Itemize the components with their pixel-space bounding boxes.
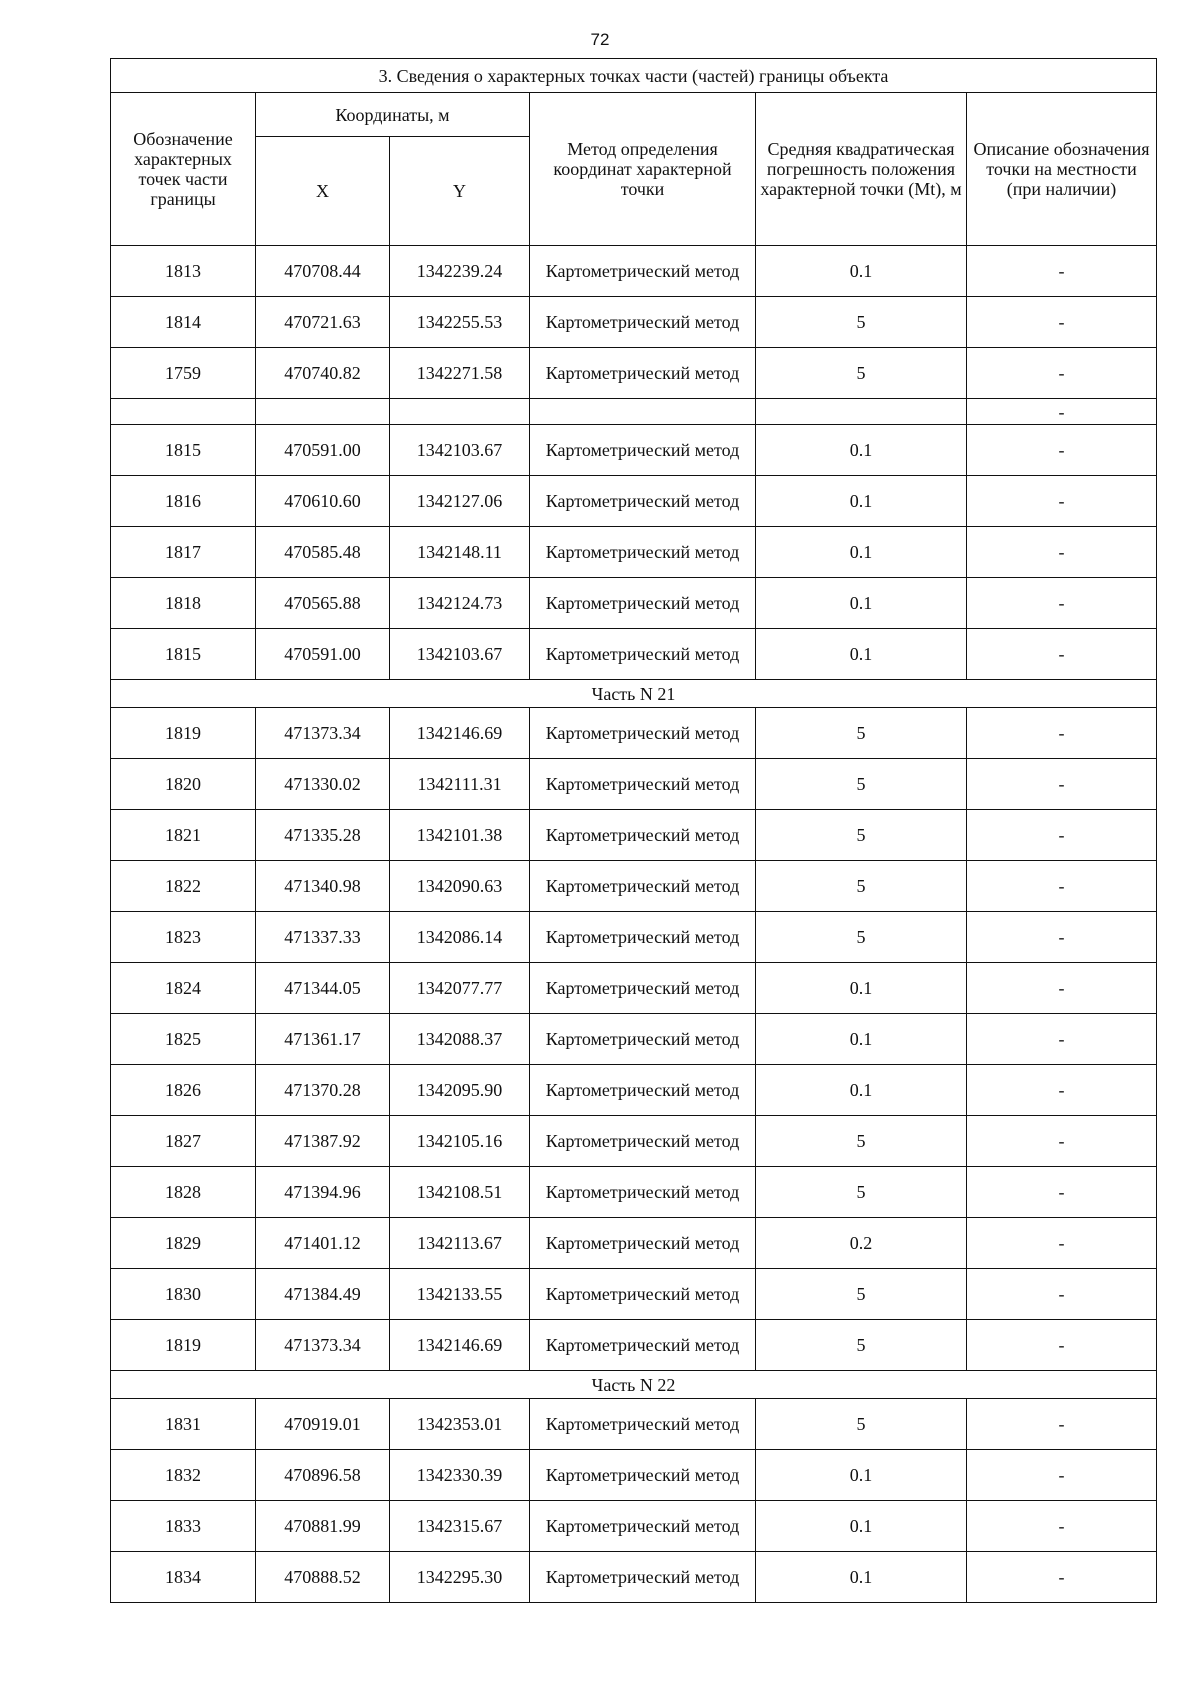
cell-y: 1342088.37 (390, 1014, 530, 1065)
cell-description: - (967, 629, 1157, 680)
cell-point: 1817 (111, 527, 256, 578)
cell-x: 470896.58 (256, 1450, 390, 1501)
cell-x: 471401.12 (256, 1218, 390, 1269)
cell-point: 1826 (111, 1065, 256, 1116)
cell-error: 0.1 (756, 1065, 967, 1116)
cell-y: 1342095.90 (390, 1065, 530, 1116)
cell-x: 470591.00 (256, 425, 390, 476)
cell-x: 471344.05 (256, 963, 390, 1014)
header-method: Метод определения координат характерной точки (530, 93, 756, 246)
cell-point: 1831 (111, 1399, 256, 1450)
cell-method: Картометрический метод (530, 527, 756, 578)
cell-description: - (967, 1399, 1157, 1450)
cell-error: 5 (756, 1399, 967, 1450)
cell-method: Картометрический метод (530, 912, 756, 963)
cell-x: 470565.88 (256, 578, 390, 629)
cell-x: 470881.99 (256, 1501, 390, 1552)
cell-y (390, 399, 530, 425)
cell-x: 471394.96 (256, 1167, 390, 1218)
header-coords: Координаты, м (256, 93, 530, 137)
part-header-row (111, 680, 1157, 708)
cell-x: 470888.52 (256, 1552, 390, 1603)
cell-description: - (967, 476, 1157, 527)
cell-x: 471340.98 (256, 861, 390, 912)
cell-y: 1342353.01 (390, 1399, 530, 1450)
cell-error: 5 (756, 1269, 967, 1320)
cell-description: - (967, 246, 1157, 297)
cell-method: Картометрический метод (530, 759, 756, 810)
cell-error: 0.1 (756, 425, 967, 476)
cell-point: 1759 (111, 348, 256, 399)
table-row (111, 1218, 1157, 1269)
table-row (111, 629, 1157, 680)
header-error: Средняя квадратическая погрешность положения характерной точки (Mt), м (756, 93, 967, 246)
table-row (111, 1116, 1157, 1167)
table-row (111, 476, 1157, 527)
cell-description: - (967, 810, 1157, 861)
header-x: X (256, 137, 390, 246)
table-row (111, 861, 1157, 912)
table-row (111, 578, 1157, 629)
table-row (111, 297, 1157, 348)
table-row (111, 1399, 1157, 1450)
cell-y: 1342271.58 (390, 348, 530, 399)
table-row (111, 912, 1157, 963)
table-row (111, 1450, 1157, 1501)
cell-point: 1830 (111, 1269, 256, 1320)
cell-error: 0.1 (756, 527, 967, 578)
cell-description: - (967, 297, 1157, 348)
cell-method: Картометрический метод (530, 1399, 756, 1450)
page-number: 72 (590, 30, 610, 49)
part-header-row (111, 1371, 1157, 1399)
cell-y: 1342103.67 (390, 425, 530, 476)
cell-description: - (967, 759, 1157, 810)
header-point: Обозначение характерных точек части границы (111, 93, 256, 246)
cell-point: 1814 (111, 297, 256, 348)
cell-error: 5 (756, 708, 967, 759)
cell-method: Картометрический метод (530, 578, 756, 629)
cell-point: 1819 (111, 1320, 256, 1371)
cell-y: 1342086.14 (390, 912, 530, 963)
cell-method: Картометрический метод (530, 963, 756, 1014)
cell-y: 1342255.53 (390, 297, 530, 348)
cell-error: 5 (756, 297, 967, 348)
cell-description: - (967, 1065, 1157, 1116)
cell-point: 1832 (111, 1450, 256, 1501)
cell-description: - (967, 578, 1157, 629)
cell-x (256, 399, 390, 425)
cell-point: 1825 (111, 1014, 256, 1065)
cell-method (530, 399, 756, 425)
cell-x: 471337.33 (256, 912, 390, 963)
cell-error: 0.1 (756, 246, 967, 297)
cell-error: 0.1 (756, 1014, 967, 1065)
cell-x: 471387.92 (256, 1116, 390, 1167)
cell-method: Картометрический метод (530, 1116, 756, 1167)
cell-x: 471330.02 (256, 759, 390, 810)
table-title: 3. Сведения о характерных точках части (частей) границы объекта (111, 59, 1157, 93)
part-label: Часть N 22 (111, 1371, 1157, 1399)
cell-error: 0.2 (756, 1218, 967, 1269)
cell-point: 1829 (111, 1218, 256, 1269)
cell-method: Картометрический метод (530, 629, 756, 680)
cell-method: Картометрический метод (530, 246, 756, 297)
table-row (111, 399, 1157, 425)
cell-description: - (967, 1450, 1157, 1501)
part-label: Часть N 21 (111, 680, 1157, 708)
cell-x: 470740.82 (256, 348, 390, 399)
cell-error: 0.1 (756, 1552, 967, 1603)
cell-x: 470708.44 (256, 246, 390, 297)
cell-point: 1823 (111, 912, 256, 963)
cell-method: Картометрический метод (530, 1552, 756, 1603)
table-row (111, 810, 1157, 861)
cell-error: 5 (756, 810, 967, 861)
cell-method: Картометрический метод (530, 1065, 756, 1116)
cell-error: 0.1 (756, 963, 967, 1014)
cell-description: - (967, 348, 1157, 399)
cell-x: 471373.34 (256, 708, 390, 759)
cell-error: 0.1 (756, 476, 967, 527)
cell-x: 470610.60 (256, 476, 390, 527)
cell-y: 1342148.11 (390, 527, 530, 578)
cell-y: 1342133.55 (390, 1269, 530, 1320)
cell-error: 0.1 (756, 1450, 967, 1501)
cell-y: 1342103.67 (390, 629, 530, 680)
cell-description: - (967, 1218, 1157, 1269)
cell-method: Картометрический метод (530, 297, 756, 348)
cell-x: 471370.28 (256, 1065, 390, 1116)
cell-y: 1342127.06 (390, 476, 530, 527)
cell-description: - (967, 399, 1157, 425)
cell-description: - (967, 1116, 1157, 1167)
cell-error: 5 (756, 1167, 967, 1218)
header-description: Описание обозначения точки на местности (при наличии) (967, 93, 1157, 246)
cell-description: - (967, 1320, 1157, 1371)
table-row (111, 246, 1157, 297)
cell-description: - (967, 1501, 1157, 1552)
cell-point: 1820 (111, 759, 256, 810)
cell-description: - (967, 708, 1157, 759)
cell-method: Картометрический метод (530, 348, 756, 399)
cell-point: 1822 (111, 861, 256, 912)
cell-x: 470585.48 (256, 527, 390, 578)
cell-error: 5 (756, 348, 967, 399)
cell-x: 471373.34 (256, 1320, 390, 1371)
cell-method: Картометрический метод (530, 476, 756, 527)
table-row (111, 527, 1157, 578)
cell-method: Картометрический метод (530, 1501, 756, 1552)
cell-point: 1819 (111, 708, 256, 759)
cell-point: 1815 (111, 425, 256, 476)
cell-error: 0.1 (756, 578, 967, 629)
boundary-points-table (110, 58, 1157, 1603)
cell-method: Картометрический метод (530, 810, 756, 861)
cell-point: 1816 (111, 476, 256, 527)
cell-error: 5 (756, 759, 967, 810)
cell-point: 1821 (111, 810, 256, 861)
table-row (111, 1552, 1157, 1603)
cell-point: 1813 (111, 246, 256, 297)
cell-point (111, 399, 256, 425)
cell-y: 1342315.67 (390, 1501, 530, 1552)
cell-method: Картометрический метод (530, 1320, 756, 1371)
cell-y: 1342239.24 (390, 246, 530, 297)
cell-error: 5 (756, 1116, 967, 1167)
cell-x: 471335.28 (256, 810, 390, 861)
cell-point: 1824 (111, 963, 256, 1014)
table-row (111, 1501, 1157, 1552)
table-row (111, 1269, 1157, 1320)
cell-method: Картометрический метод (530, 425, 756, 476)
cell-x: 470591.00 (256, 629, 390, 680)
table-row (111, 963, 1157, 1014)
table-row (111, 1014, 1157, 1065)
cell-y: 1342090.63 (390, 861, 530, 912)
cell-y: 1342077.77 (390, 963, 530, 1014)
cell-description: - (967, 861, 1157, 912)
cell-error: 0.1 (756, 629, 967, 680)
cell-y: 1342108.51 (390, 1167, 530, 1218)
header-y: Y (390, 137, 530, 246)
cell-description: - (967, 1552, 1157, 1603)
table-row (111, 1320, 1157, 1371)
cell-method: Картометрический метод (530, 1167, 756, 1218)
cell-description: - (967, 527, 1157, 578)
cell-error: 5 (756, 1320, 967, 1371)
table-row (111, 759, 1157, 810)
cell-y: 1342330.39 (390, 1450, 530, 1501)
table-row (111, 1167, 1157, 1218)
cell-y: 1342113.67 (390, 1218, 530, 1269)
cell-y: 1342146.69 (390, 1320, 530, 1371)
cell-error: 5 (756, 861, 967, 912)
cell-y: 1342124.73 (390, 578, 530, 629)
cell-method: Картометрический метод (530, 861, 756, 912)
cell-error: 0.1 (756, 1501, 967, 1552)
cell-description: - (967, 425, 1157, 476)
cell-method: Картометрический метод (530, 1218, 756, 1269)
cell-error (756, 399, 967, 425)
cell-y: 1342146.69 (390, 708, 530, 759)
table-row (111, 1065, 1157, 1116)
cell-y: 1342101.38 (390, 810, 530, 861)
cell-error: 5 (756, 912, 967, 963)
table-row (111, 425, 1157, 476)
cell-description: - (967, 1269, 1157, 1320)
cell-x: 471361.17 (256, 1014, 390, 1065)
cell-point: 1833 (111, 1501, 256, 1552)
cell-method: Картометрический метод (530, 1450, 756, 1501)
table-row (111, 348, 1157, 399)
cell-method: Картометрический метод (530, 708, 756, 759)
cell-x: 470721.63 (256, 297, 390, 348)
cell-point: 1815 (111, 629, 256, 680)
cell-point: 1827 (111, 1116, 256, 1167)
cell-method: Картометрический метод (530, 1014, 756, 1065)
cell-description: - (967, 912, 1157, 963)
cell-method: Картометрический метод (530, 1269, 756, 1320)
cell-y: 1342105.16 (390, 1116, 530, 1167)
table-body (111, 246, 1157, 1603)
cell-x: 470919.01 (256, 1399, 390, 1450)
cell-point: 1818 (111, 578, 256, 629)
cell-y: 1342111.31 (390, 759, 530, 810)
cell-description: - (967, 1167, 1157, 1218)
cell-description: - (967, 1014, 1157, 1065)
cell-point: 1828 (111, 1167, 256, 1218)
cell-point: 1834 (111, 1552, 256, 1603)
cell-y: 1342295.30 (390, 1552, 530, 1603)
table-row (111, 708, 1157, 759)
cell-x: 471384.49 (256, 1269, 390, 1320)
cell-description: - (967, 963, 1157, 1014)
